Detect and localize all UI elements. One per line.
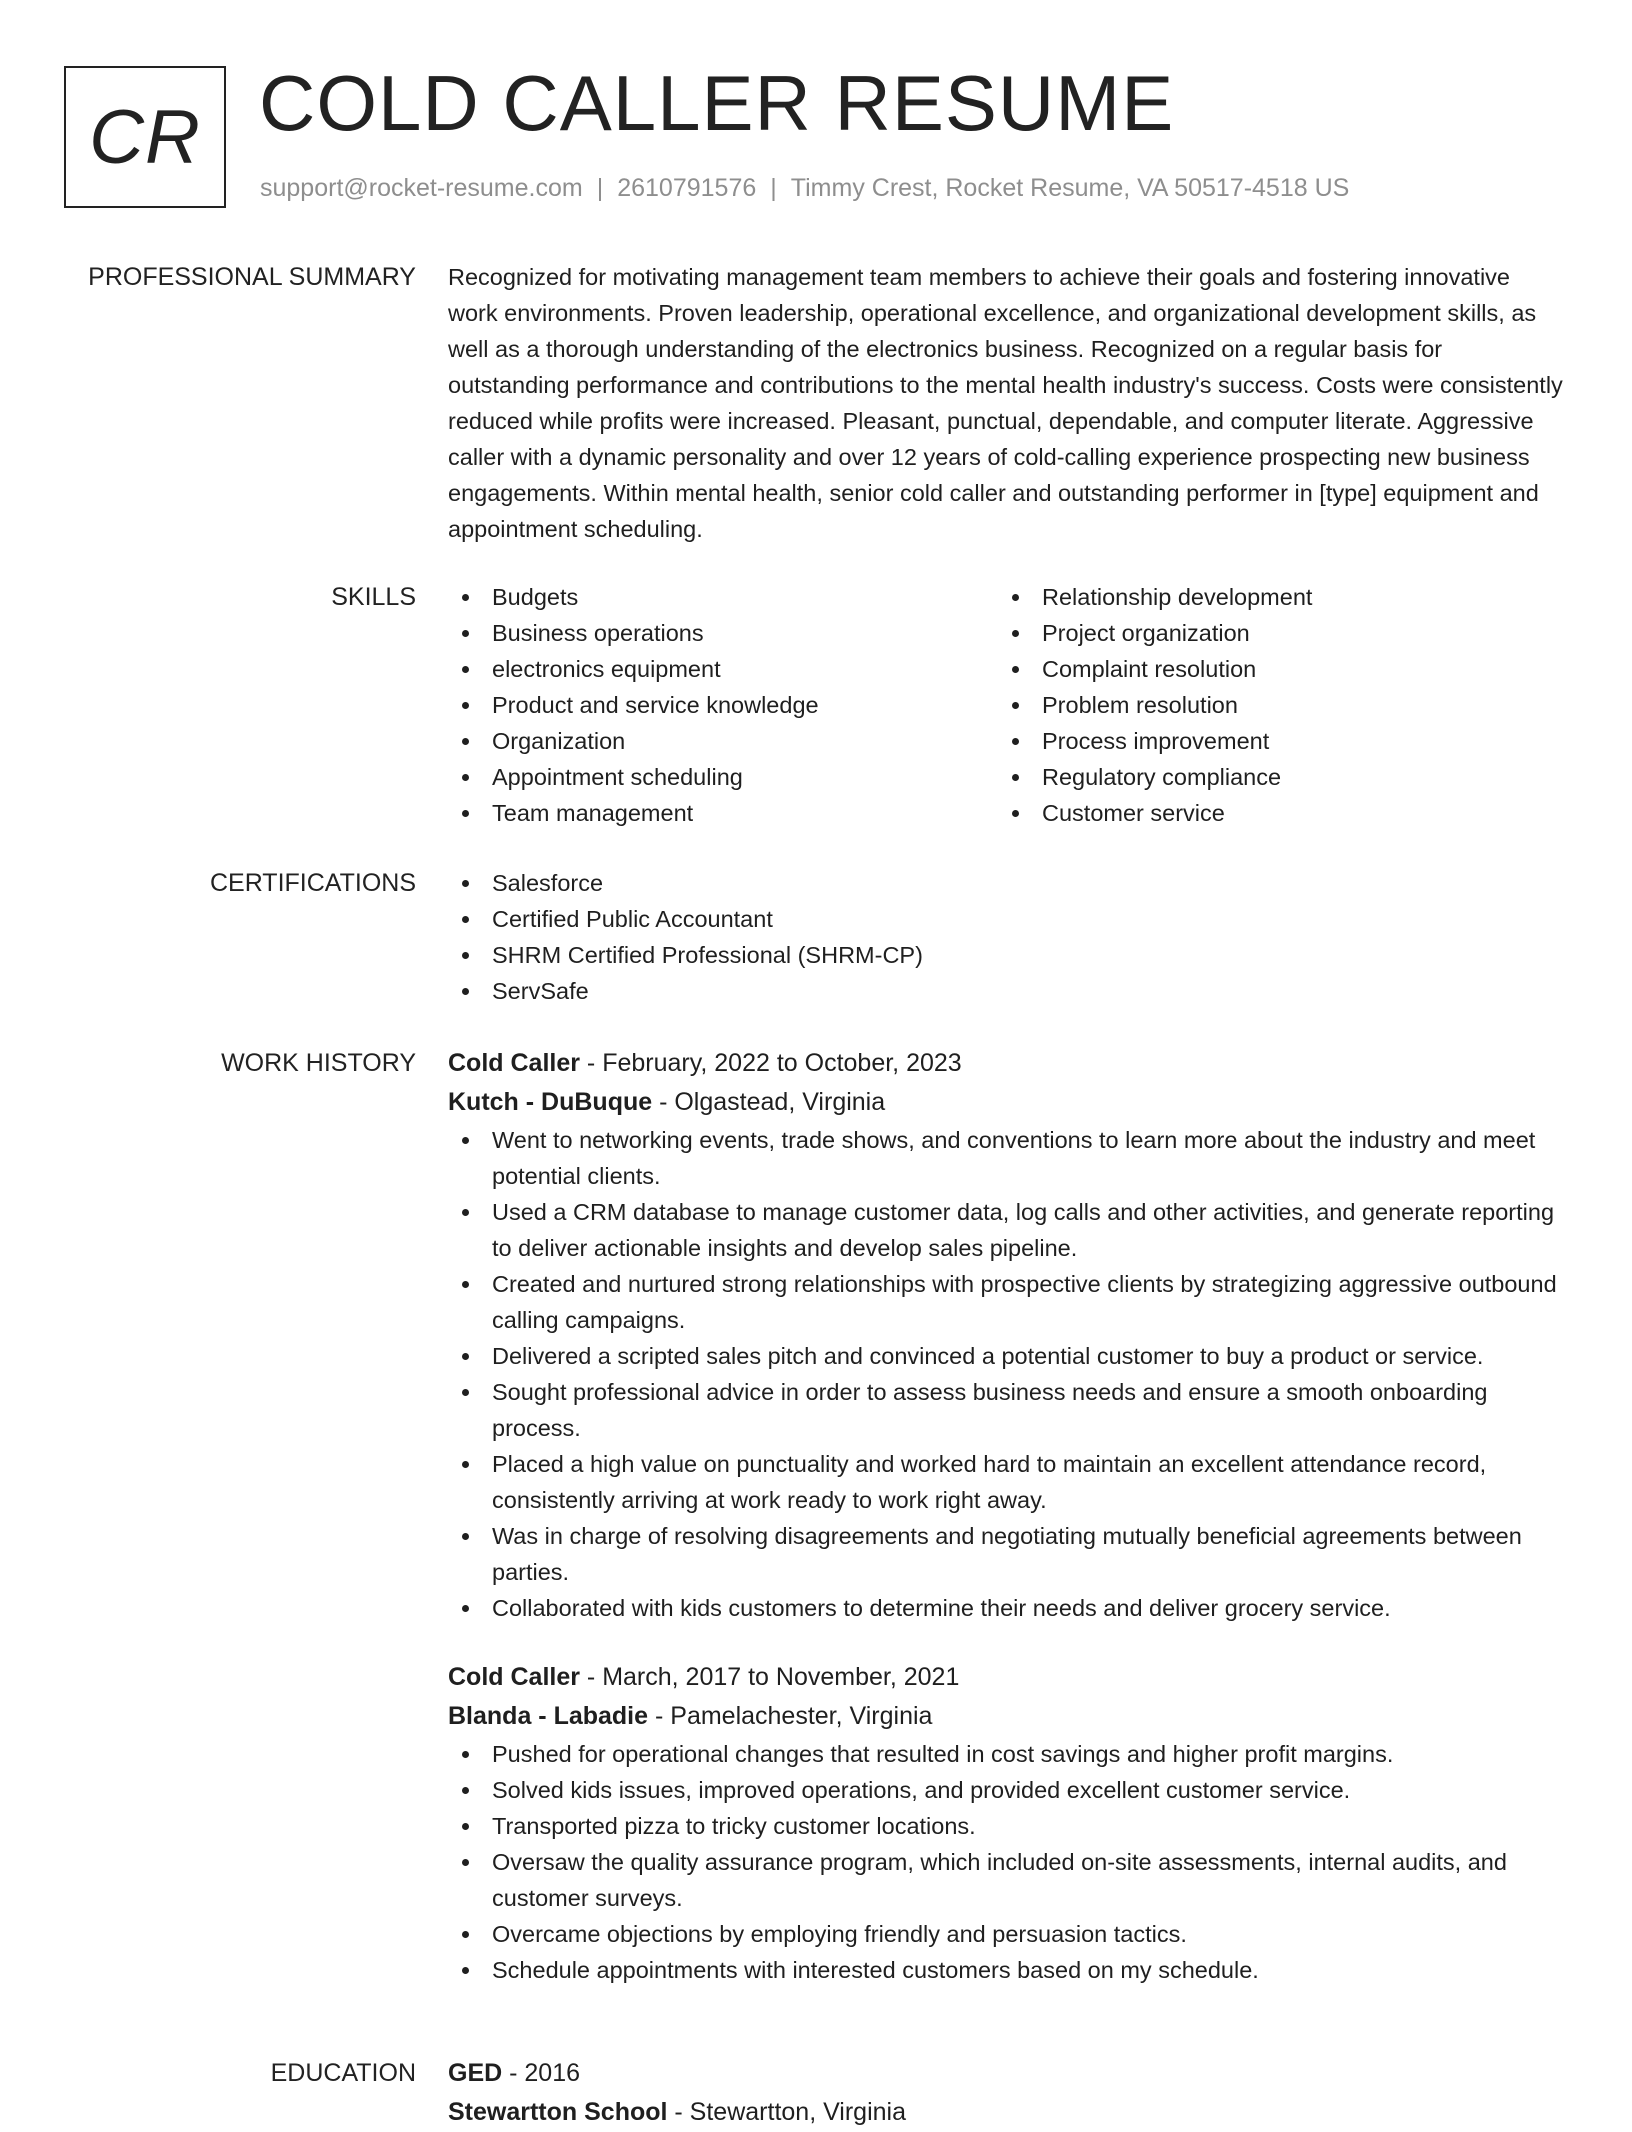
job-title-line bbox=[448, 1658, 1566, 1697]
list-item: ServSafe bbox=[448, 973, 1566, 1009]
education-body bbox=[448, 2054, 1566, 2132]
summary-body bbox=[448, 259, 1566, 547]
certifications-heading: CERTIFICATIONS bbox=[209, 869, 416, 897]
work-history-heading: WORK HISTORY bbox=[221, 1049, 416, 1077]
list-item: Solved kids issues, improved operations, and provided excellent customer service. bbox=[448, 1772, 1566, 1808]
education-school-line bbox=[448, 2093, 1566, 2132]
contact-address: Timmy Crest, Rocket Resume, VA 50517-4518 US bbox=[790, 174, 1350, 202]
job-title-line bbox=[448, 1044, 1566, 1083]
job-company: Kutch - DuBuque bbox=[448, 1088, 653, 1116]
skills-body bbox=[448, 579, 1566, 831]
resume-title: COLD CALLER RESUME bbox=[259, 59, 1175, 147]
list-item: Problem resolution bbox=[998, 687, 1548, 723]
list-item: Delivered a scripted sales pitch and convinced a potential customer to buy a product or service. bbox=[448, 1338, 1566, 1374]
certifications-list bbox=[448, 865, 1566, 1009]
certifications-body bbox=[448, 865, 1566, 1009]
summary-text: Recognized for motivating management team members to achieve their goals and fostering innovative work environments. Proven leadership, operational excellence, and organizational development skills, as well as a thorough understanding of the electronics business. Recognized on a regular basis for outstanding performance and contributions to the mental health industry's success. Costs were consistently reduced while profits were increased. Pleasant, punctual, dependable, and computer literate. Aggressive caller with a dynamic personality and over 12 years of cold-calling experience prospecting new business engagements. Within mental health, senior cold caller and outstanding performer in [type] equipment and appointment scheduling. bbox=[448, 264, 1563, 542]
list-item: Oversaw the quality assurance program, which included on-site assessments, internal audits, and customer surveys. bbox=[448, 1844, 1566, 1916]
job-entry bbox=[448, 1658, 1566, 1988]
education-degree: GED bbox=[448, 2059, 503, 2087]
list-item: Project organization bbox=[998, 615, 1548, 651]
list-item: Was in charge of resolving disagreements and negotiating mutually beneficial agreements between parties. bbox=[448, 1518, 1566, 1590]
list-item: Overcame objections by employing friendly and persuasion tactics. bbox=[448, 1916, 1566, 1952]
list-item: Placed a high value on punctuality and worked hard to maintain an excellent attendance record, consistently arriving at work ready to work right away. bbox=[448, 1446, 1566, 1518]
list-item: Complaint resolution bbox=[998, 651, 1548, 687]
list-item: Went to networking events, trade shows, and conventions to learn more about the industry and meet potential clients. bbox=[448, 1122, 1566, 1194]
skills-heading: SKILLS bbox=[331, 583, 416, 611]
education-school: Stewartton School bbox=[448, 2098, 668, 2126]
job-location: - Olgastead, Virginia bbox=[652, 1088, 886, 1116]
job-company-line bbox=[448, 1083, 1566, 1122]
list-item: Sought professional advice in order to assess business needs and ensure a smooth onboarding process. bbox=[448, 1374, 1566, 1446]
list-item: Certified Public Accountant bbox=[448, 901, 1566, 937]
job-bullets bbox=[448, 1122, 1566, 1626]
work-history-body bbox=[448, 1044, 1566, 1988]
list-item: Business operations bbox=[448, 615, 998, 651]
contact-email[interactable]: support@rocket-resume.com bbox=[260, 174, 583, 202]
education-location: - Stewartton, Virginia bbox=[667, 2098, 907, 2126]
skills-list-right bbox=[998, 579, 1548, 831]
contact-separator: | bbox=[596, 174, 604, 202]
list-item: Created and nurtured strong relationships with prospective clients by strategizing aggressive outbound calling campaigns. bbox=[448, 1266, 1566, 1338]
contact-separator: | bbox=[770, 174, 777, 202]
list-item: Transported pizza to tricky customer locations. bbox=[448, 1808, 1566, 1844]
list-item: Team management bbox=[448, 795, 998, 831]
list-item: Customer service bbox=[998, 795, 1548, 831]
job-dates: - March, 2017 to November, 2021 bbox=[579, 1663, 960, 1691]
skills-list-left bbox=[448, 579, 998, 831]
job-dates: - February, 2022 to October, 2023 bbox=[579, 1049, 962, 1077]
list-item: Product and service knowledge bbox=[448, 687, 998, 723]
list-item: Schedule appointments with interested customers based on my schedule. bbox=[448, 1952, 1566, 1988]
list-item: SHRM Certified Professional (SHRM-CP) bbox=[448, 937, 1566, 973]
job-title: Cold Caller bbox=[448, 1049, 580, 1077]
list-item: Appointment scheduling bbox=[448, 759, 998, 795]
list-item: Budgets bbox=[448, 579, 998, 615]
contact-phone[interactable]: 2610791576 bbox=[617, 174, 757, 202]
job-entry bbox=[448, 1044, 1566, 1626]
list-item: Used a CRM database to manage customer data, log calls and other activities, and generate reporting to deliver actionable insights and develop sales pipeline. bbox=[448, 1194, 1566, 1266]
list-item: Relationship development bbox=[998, 579, 1548, 615]
job-title: Cold Caller bbox=[448, 1663, 580, 1691]
education-degree-line bbox=[448, 2054, 1566, 2093]
job-bullets bbox=[448, 1736, 1566, 1988]
list-item: Salesforce bbox=[448, 865, 1566, 901]
list-item: Process improvement bbox=[998, 723, 1548, 759]
monogram-initials: CR bbox=[89, 94, 201, 180]
job-location: - Pamelachester, Virginia bbox=[648, 1702, 933, 1730]
list-item: Collaborated with kids customers to determine their needs and deliver grocery service. bbox=[448, 1590, 1566, 1626]
education-heading: EDUCATION bbox=[270, 2059, 416, 2087]
summary-heading: PROFESSIONAL SUMMARY bbox=[88, 263, 416, 291]
list-item: electronics equipment bbox=[448, 651, 998, 687]
list-item: Organization bbox=[448, 723, 998, 759]
monogram-box bbox=[64, 66, 226, 208]
contact-line bbox=[260, 174, 1349, 203]
education-year: - 2016 bbox=[502, 2059, 581, 2087]
job-company: Blanda - Labadie bbox=[448, 1702, 649, 1730]
job-company-line bbox=[448, 1697, 1566, 1736]
list-item: Regulatory compliance bbox=[998, 759, 1548, 795]
list-item: Pushed for operational changes that resulted in cost savings and higher profit margins. bbox=[448, 1736, 1566, 1772]
